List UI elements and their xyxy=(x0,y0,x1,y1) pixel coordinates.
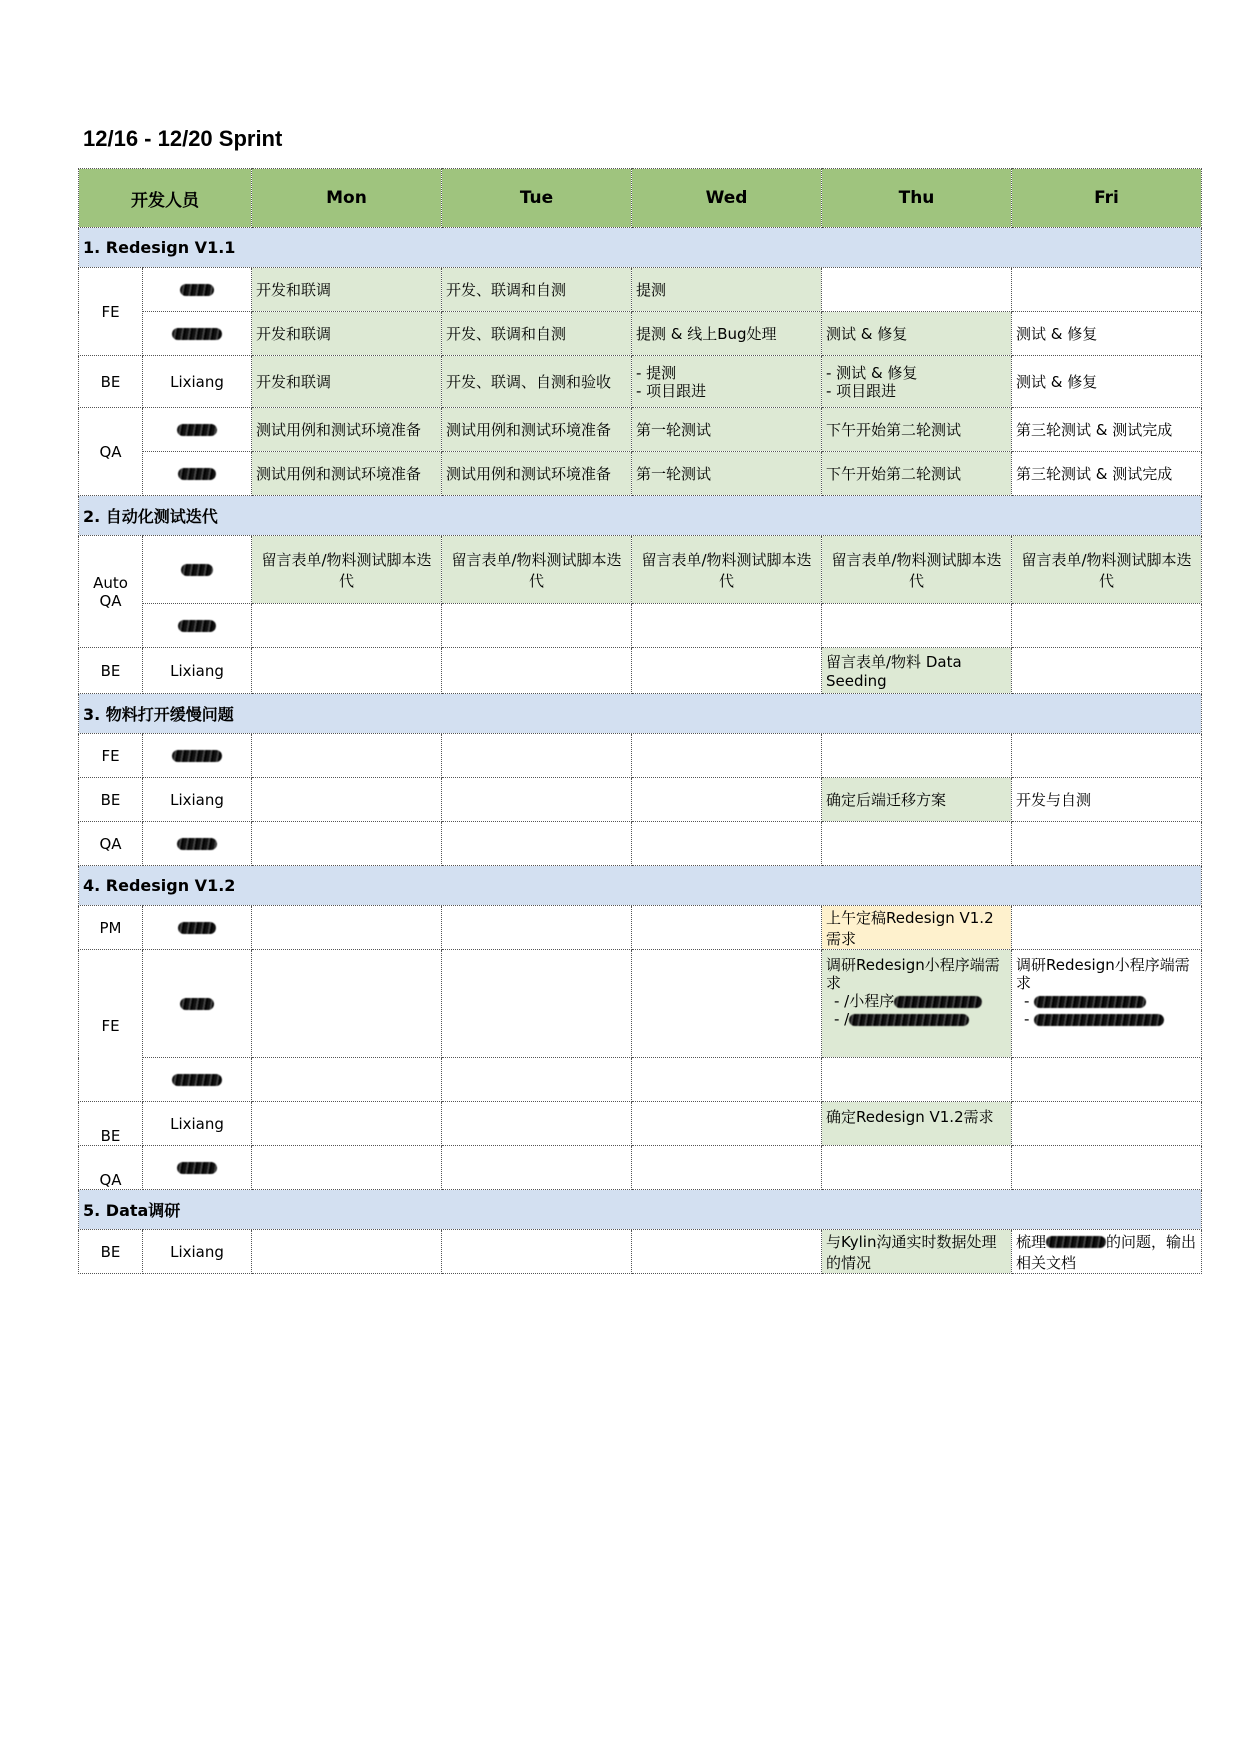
cell-empty xyxy=(442,950,632,1058)
table-row xyxy=(79,268,1202,312)
cell-empty xyxy=(1012,906,1202,950)
cell-empty xyxy=(442,1230,632,1274)
table-row xyxy=(79,778,1202,822)
section-title: 4. Redesign V1.2 xyxy=(79,866,1202,906)
cell xyxy=(822,950,1012,1058)
cell: 与Kylin沟通实时数据处理的情况 xyxy=(822,1230,1012,1274)
role-cell: FE xyxy=(79,268,143,356)
cell: 测试 & 修复 xyxy=(822,312,1012,356)
name-redacted xyxy=(143,452,252,496)
cell-empty xyxy=(632,906,822,950)
cell-empty xyxy=(252,906,442,950)
cell-empty xyxy=(632,648,822,694)
cell-line: 调研Redesign小程序端需求 xyxy=(826,956,1000,992)
cell-empty xyxy=(442,734,632,778)
cell-empty xyxy=(252,1146,442,1190)
table-row xyxy=(79,950,1202,1058)
cell: 留言表单/物料测试脚本迭代 xyxy=(632,536,822,604)
table-row xyxy=(79,452,1202,496)
role-cell: BE xyxy=(79,1230,143,1274)
cell-empty xyxy=(1012,1058,1202,1102)
cell-empty xyxy=(632,950,822,1058)
cell: 确定后端迁移方案 xyxy=(822,778,1012,822)
cell xyxy=(1012,1230,1202,1274)
cell: 开发与自测 xyxy=(1012,778,1202,822)
cell-empty xyxy=(822,604,1012,648)
cell-empty xyxy=(442,778,632,822)
cell-empty xyxy=(1012,1146,1202,1190)
table-row xyxy=(79,1230,1202,1274)
cell: 第三轮测试 & 测试完成 xyxy=(1012,452,1202,496)
role-cell: QA xyxy=(79,408,143,496)
cell: 提测 & 线上Bug处理 xyxy=(632,312,822,356)
cell-empty xyxy=(822,1058,1012,1102)
table-row xyxy=(79,1058,1202,1102)
cell-line-text: - / xyxy=(834,1010,850,1028)
page-title: 12/16 - 12/20 Sprint xyxy=(83,126,283,151)
section-title: 5. Data调研 xyxy=(79,1190,1202,1230)
cell-empty xyxy=(1012,1102,1202,1146)
cell-line: - 测试 & 修复 xyxy=(826,363,918,382)
cell xyxy=(1012,950,1202,1058)
role-cell: FE xyxy=(79,734,143,778)
name-redacted xyxy=(143,268,252,312)
role-cell: BE xyxy=(79,1102,143,1146)
cell: 开发、联调和自测 xyxy=(442,268,632,312)
cell: 测试 & 修复 xyxy=(1012,312,1202,356)
cell-empty xyxy=(632,604,822,648)
cell-line: 调研Redesign小程序端需求 xyxy=(1016,956,1190,992)
cell-line: - 项目跟进 xyxy=(826,381,897,400)
cell-empty xyxy=(632,1102,822,1146)
cell-empty xyxy=(442,1146,632,1190)
cell-empty xyxy=(632,1058,822,1102)
table-row xyxy=(79,648,1202,694)
cell-empty xyxy=(822,822,1012,866)
cell-line: - xyxy=(1016,992,1197,1010)
header-row xyxy=(79,169,1202,228)
role-cell: QA xyxy=(79,822,143,866)
name-redacted xyxy=(143,604,252,648)
cell-empty xyxy=(442,604,632,648)
table-row xyxy=(79,536,1202,604)
cell-empty xyxy=(632,1230,822,1274)
cell: 上午定稿Redesign V1.2需求 xyxy=(822,906,1012,950)
cell xyxy=(822,356,1012,408)
header-day-thu: Thu xyxy=(822,169,1012,228)
cell-line xyxy=(826,992,1007,1010)
cell: 下午开始第二轮测试 xyxy=(822,452,1012,496)
cell-empty xyxy=(1012,268,1202,312)
cell-empty xyxy=(822,268,1012,312)
cell: 开发和联调 xyxy=(252,356,442,408)
cell: 开发和联调 xyxy=(252,268,442,312)
cell-empty xyxy=(442,1102,632,1146)
cell: 留言表单/物料测试脚本迭代 xyxy=(252,536,442,604)
cell: 开发和联调 xyxy=(252,312,442,356)
role-cell: QA xyxy=(79,1146,143,1190)
cell: 开发、联调和自测 xyxy=(442,312,632,356)
cell-empty xyxy=(822,1146,1012,1190)
cell xyxy=(632,356,822,408)
name-cell: Lixiang xyxy=(143,648,252,694)
cell-empty xyxy=(252,1102,442,1146)
cell-empty xyxy=(632,778,822,822)
cell-empty xyxy=(252,950,442,1058)
role-cell: BE xyxy=(79,356,143,408)
cell: 下午开始第二轮测试 xyxy=(822,408,1012,452)
cell: 留言表单/物料测试脚本迭代 xyxy=(822,536,1012,604)
role-cell: FE xyxy=(79,950,143,1102)
name-redacted xyxy=(143,1058,252,1102)
cell-empty xyxy=(252,1230,442,1274)
header-day-wed: Wed xyxy=(632,169,822,228)
cell-text: 梳理 xyxy=(1016,1232,1047,1251)
table-row xyxy=(79,822,1202,866)
name-redacted xyxy=(143,408,252,452)
table-row xyxy=(79,312,1202,356)
cell-line xyxy=(826,1010,1007,1028)
table-row xyxy=(79,408,1202,452)
cell-empty xyxy=(252,1058,442,1102)
section-title: 3. 物料打开缓慢问题 xyxy=(79,694,1202,734)
name-cell: Lixiang xyxy=(143,1230,252,1274)
role-cell: Auto QA xyxy=(79,536,143,648)
name-redacted xyxy=(143,1146,252,1190)
role-cell: BE xyxy=(79,648,143,694)
name-cell: Lixiang xyxy=(143,1102,252,1146)
cell-line: - 提测 xyxy=(636,363,677,382)
name-redacted xyxy=(143,950,252,1058)
cell-empty xyxy=(1012,822,1202,866)
role-cell: BE xyxy=(79,778,143,822)
cell-empty xyxy=(1012,734,1202,778)
section-title: 2. 自动化测试迭代 xyxy=(79,496,1202,536)
sprint-table xyxy=(78,168,1202,1274)
cell: 留言表单/物料 Data Seeding xyxy=(822,648,1012,694)
cell-empty xyxy=(822,734,1012,778)
section-title: 1. Redesign V1.1 xyxy=(79,228,1202,268)
cell-line-text: - /小程序 xyxy=(834,992,895,1010)
cell-empty xyxy=(632,734,822,778)
name-redacted xyxy=(143,312,252,356)
cell-empty xyxy=(632,822,822,866)
cell-empty xyxy=(632,1146,822,1190)
cell-empty xyxy=(252,604,442,648)
cell: 第三轮测试 & 测试完成 xyxy=(1012,408,1202,452)
table-row xyxy=(79,734,1202,778)
cell: 测试用例和测试环境准备 xyxy=(442,408,632,452)
cell: 留言表单/物料测试脚本迭代 xyxy=(442,536,632,604)
cell-empty xyxy=(1012,648,1202,694)
name-redacted xyxy=(143,536,252,604)
role-cell: PM xyxy=(79,906,143,950)
table-row xyxy=(79,356,1202,408)
cell: 测试 & 修复 xyxy=(1012,356,1202,408)
header-day-tue: Tue xyxy=(442,169,632,228)
cell-empty xyxy=(252,734,442,778)
cell-empty xyxy=(252,648,442,694)
cell-empty xyxy=(252,778,442,822)
name-redacted xyxy=(143,906,252,950)
cell: 开发、联调、自测和验收 xyxy=(442,356,632,408)
cell-empty xyxy=(442,648,632,694)
cell-empty xyxy=(442,906,632,950)
cell: 测试用例和测试环境准备 xyxy=(252,452,442,496)
name-cell: Lixiang xyxy=(143,778,252,822)
cell-empty xyxy=(252,822,442,866)
cell-line: - xyxy=(1016,1010,1197,1028)
cell: 第一轮测试 xyxy=(632,452,822,496)
table-row xyxy=(79,604,1202,648)
cell-line: - 项目跟进 xyxy=(636,381,707,400)
cell: 测试用例和测试环境准备 xyxy=(442,452,632,496)
cell: 留言表单/物料测试脚本迭代 xyxy=(1012,536,1202,604)
cell-empty xyxy=(442,822,632,866)
header-role: 开发人员 xyxy=(79,169,252,228)
table-row xyxy=(79,1146,1202,1190)
name-redacted xyxy=(143,822,252,866)
cell-empty xyxy=(1012,604,1202,648)
cell: 测试用例和测试环境准备 xyxy=(252,408,442,452)
header-day-fri: Fri xyxy=(1012,169,1202,228)
name-redacted xyxy=(143,734,252,778)
name-cell: Lixiang xyxy=(143,356,252,408)
cell-empty xyxy=(442,1058,632,1102)
cell: 提测 xyxy=(632,268,822,312)
table-row xyxy=(79,1102,1202,1146)
cell-text: 的问题，输出相关文档 xyxy=(1016,1232,1197,1272)
header-day-mon: Mon xyxy=(252,169,442,228)
cell: 第一轮测试 xyxy=(632,408,822,452)
table-row xyxy=(79,906,1202,950)
cell: 确定Redesign V1.2需求 xyxy=(822,1102,1012,1146)
